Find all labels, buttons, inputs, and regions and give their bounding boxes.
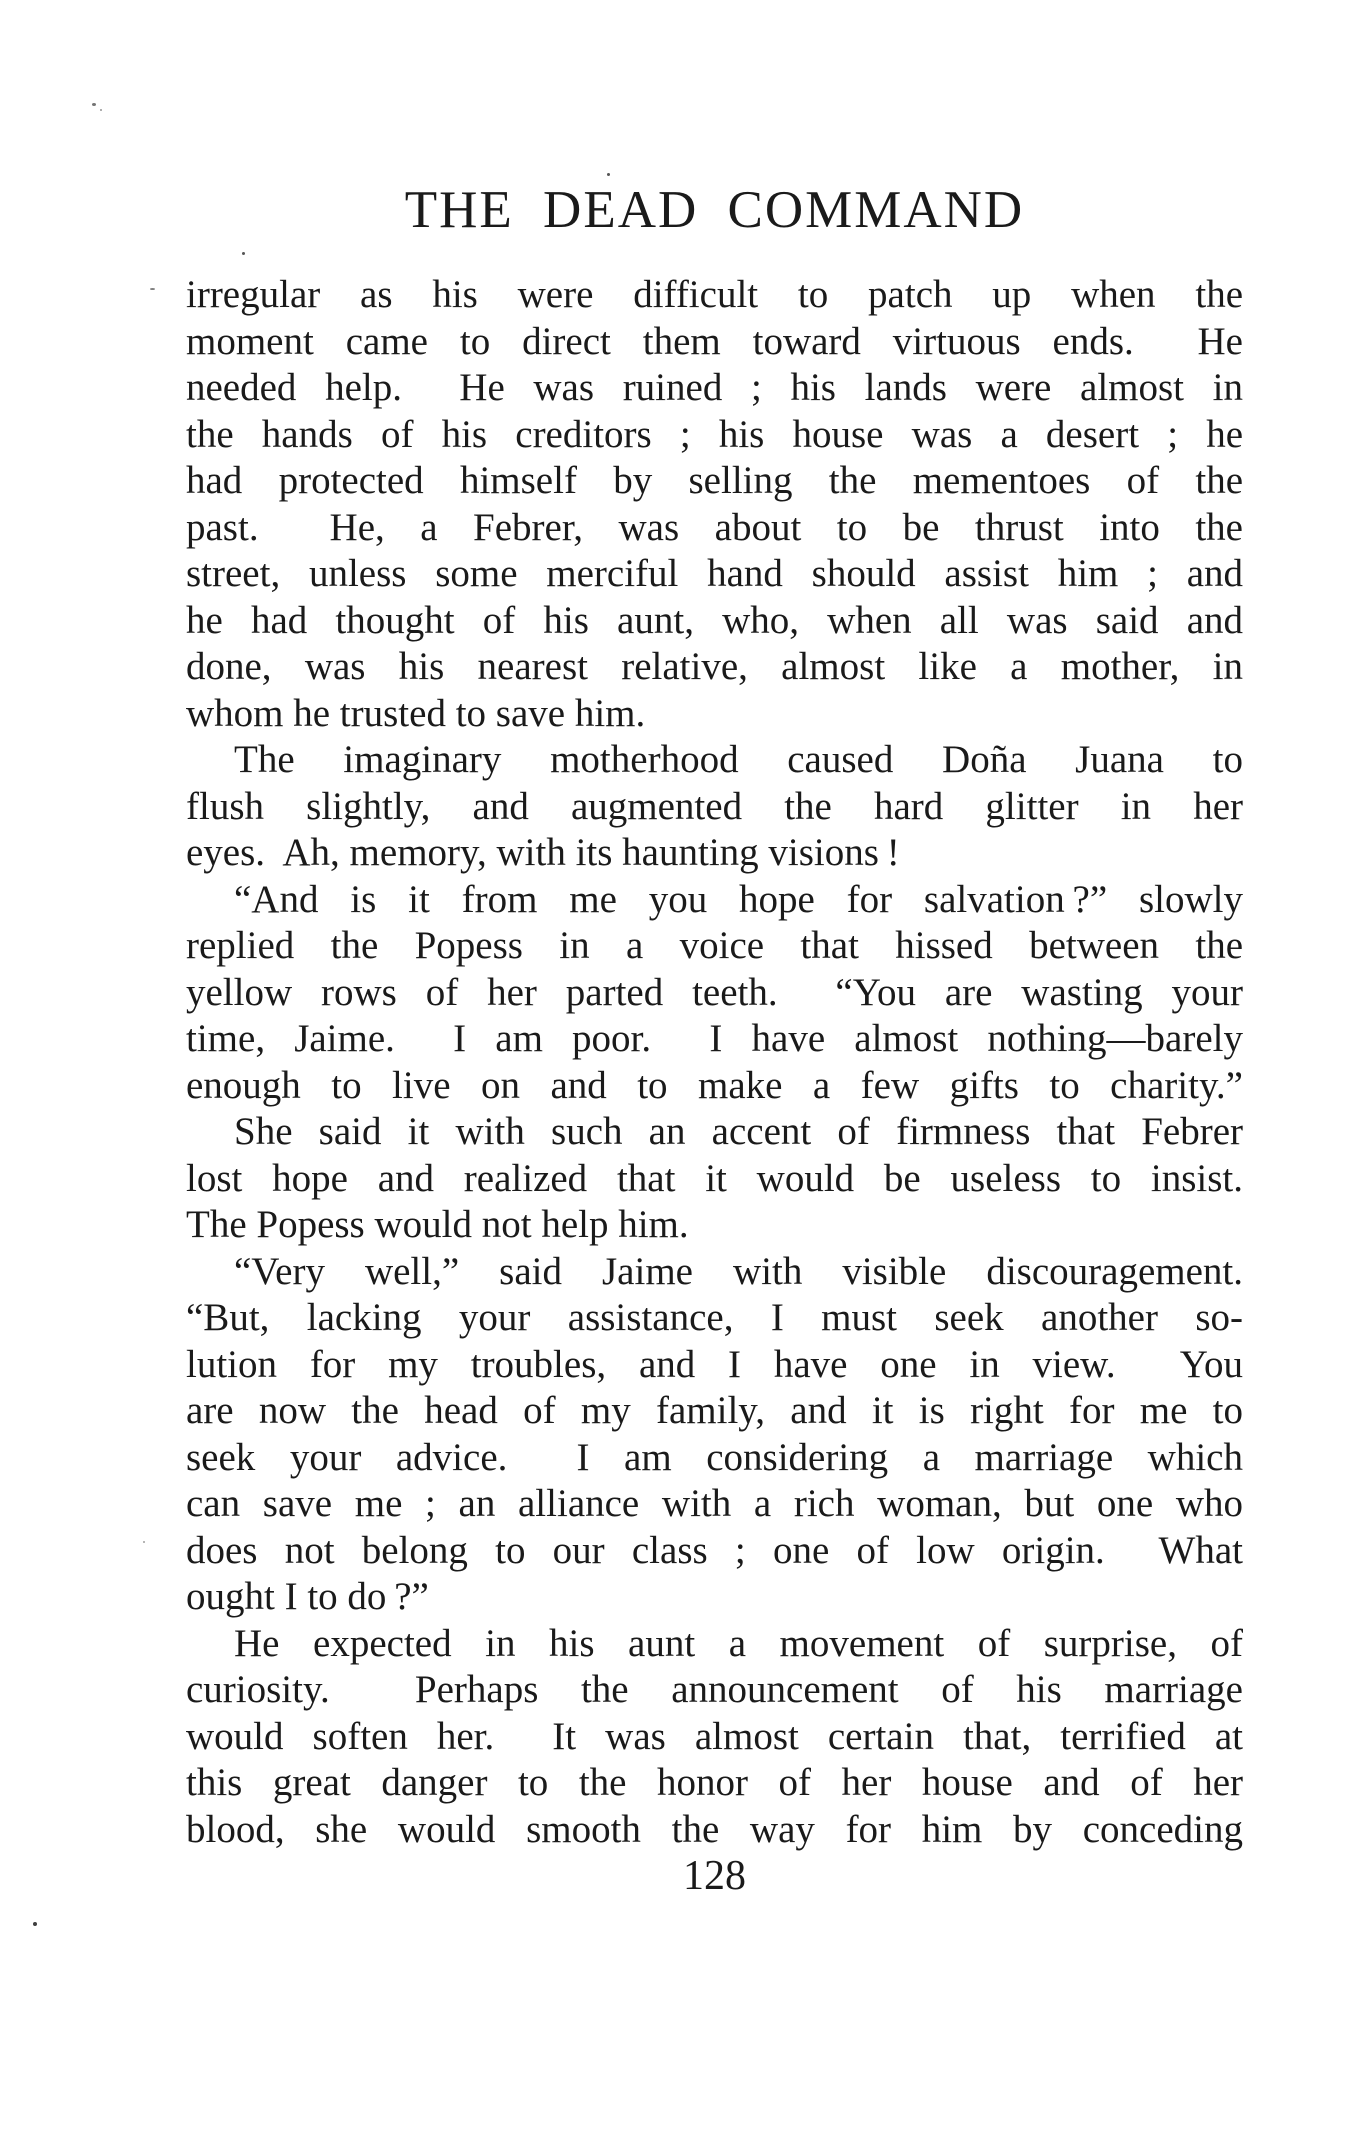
text-line: She said it with such an accent of firmness that Febrer	[234, 1110, 1243, 1153]
text-line: needed help. He was ruined ; his lands were almost in	[186, 366, 1243, 409]
text-line: irregular as his were difficult to patch up when the	[186, 273, 1243, 316]
running-head-title: THE DEAD COMMAND	[404, 181, 1025, 239]
text-line: the hands of his creditors ; his house was a desert ; he	[186, 412, 1243, 456]
text-line: “And is it from me you hope for salvation ?” slowly	[234, 877, 1243, 921]
body-text-block	[186, 272, 1243, 1853]
text-line: past. He, a Febrer, was about to be thrust into the	[186, 505, 1243, 549]
text-line: ought I to do ?”	[186, 1575, 429, 1618]
text-line: he had thought of his aunt, who, when all was said and	[186, 598, 1243, 642]
text-line: seek your advice. I am considering a marriage which	[186, 1435, 1243, 1479]
text-line: “Very well,” said Jaime with visible discouragement.	[234, 1249, 1243, 1293]
text-line: lution for my troubles, and I have one in view. You	[186, 1342, 1243, 1386]
text-line: flush slightly, and augmented the hard glitter in her	[186, 784, 1243, 828]
text-line: this great danger to the honor of her house and of her	[186, 1761, 1243, 1804]
text-line: can save me ; an alliance with a rich woman, but one who	[186, 1482, 1243, 1525]
text-line: The imaginary motherhood caused Doña Juana to	[234, 738, 1243, 781]
text-line: done, was his nearest relative, almost like a mother, in	[186, 645, 1243, 688]
scan-speck	[607, 173, 610, 176]
text-line: He expected in his aunt a movement of surprise, of	[234, 1621, 1243, 1665]
scan-speck	[100, 109, 102, 111]
scan-speck	[242, 252, 245, 255]
text-line: time, Jaime. I am poor. I have almost nothing—barely	[186, 1017, 1243, 1060]
text-line: are now the head of my family, and it is right for me to	[186, 1389, 1243, 1432]
text-line: “But, lacking your assistance, I must seek another so-	[186, 1296, 1243, 1339]
scan-speck	[150, 288, 155, 290]
text-line: The Popess would not help him.	[186, 1203, 689, 1246]
scan-speck	[33, 1922, 37, 1926]
text-line: would soften her. It was almost certain that, terrified at	[186, 1714, 1243, 1758]
text-line: whom he trusted to save him.	[186, 691, 646, 735]
text-line: replied the Popess in a voice that hissed between the	[186, 924, 1243, 967]
text-line: eyes. Ah, memory, with its haunting visions !	[186, 831, 900, 874]
text-line: moment came to direct them toward virtuous ends. He	[186, 319, 1243, 363]
text-line: lost hope and realized that it would be useless to insist.	[186, 1156, 1243, 1200]
page-number: 128	[683, 1853, 746, 1899]
text-line: street, unless some merciful hand should assist him ; and	[186, 552, 1243, 595]
text-line: enough to live on and to make a few gifts to charity.”	[186, 1063, 1243, 1107]
text-line: had protected himself by selling the mementoes of the	[186, 459, 1243, 502]
text-line: blood, she would smooth the way for him by conceding	[186, 1807, 1243, 1851]
scan-speck	[143, 1541, 145, 1543]
text-line: does not belong to our class ; one of low origin. What	[186, 1528, 1243, 1572]
text-line: yellow rows of her parted teeth. “You are wasting your	[186, 970, 1243, 1014]
text-line: curiosity. Perhaps the announcement of his marriage	[186, 1668, 1243, 1711]
scan-speck	[92, 103, 96, 106]
